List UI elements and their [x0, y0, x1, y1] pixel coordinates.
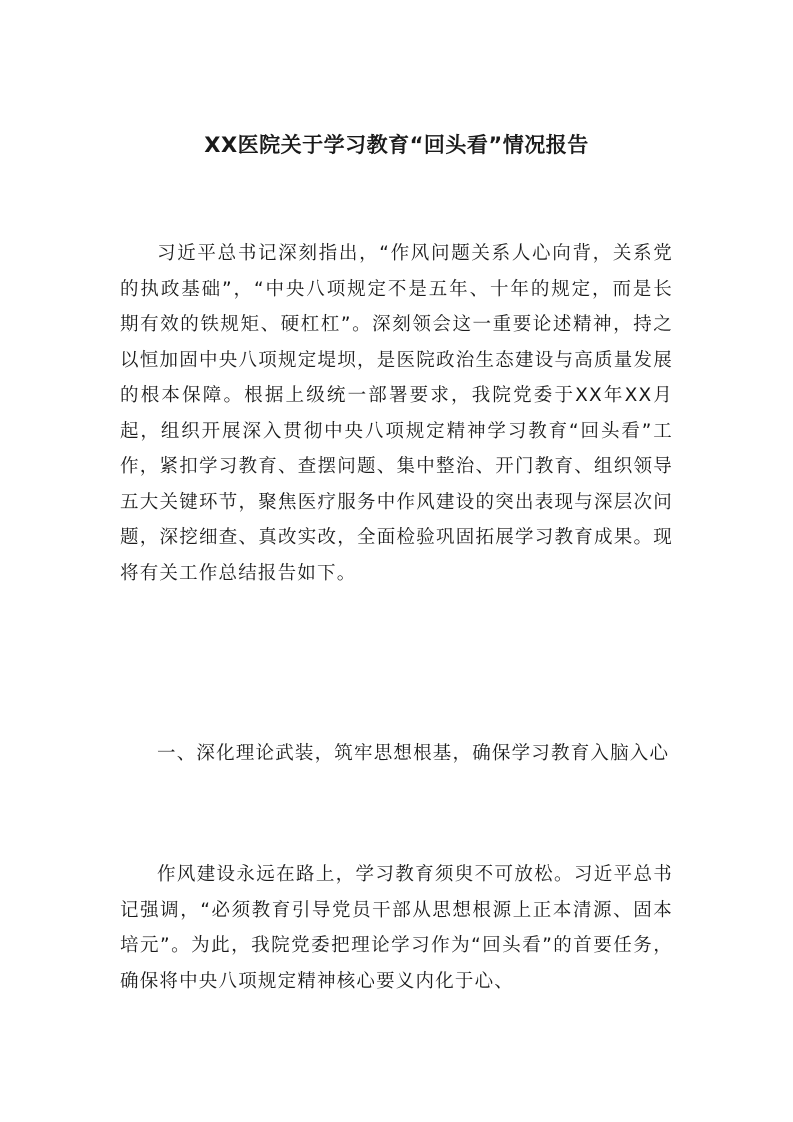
body-paragraph: 作风建设永远在路上，学习教育须臾不可放松。习近平总书记强调，“必须教育引导党员干部从思想根源上正本清源、固本培元”。为此，我院党委把理论学习作为“回头看”的首要任务，确保将中央八项规定精神核心要义内化于心、 [120, 864, 673, 992]
intro-paragraph: 习近平总书记深刻指出，“作风问题关系人心向背，关系党的执政基础”，“中央八项规定不是五年、十年的规定，而是长期有效的铁规矩、硬杠杠”。深刻领会这一重要论述精神，持之以恒加固中央八项规定堤坝，是医院政治生态建设与高质量发展的根本保障。根据上级统一部署要求，我院党委于XX年XX月起，组织开展深入贯彻中央八项规定精神学习教育“回头看”工作，紧扣学习教育、查摆问题、集中整治、开门教育、组织领导五大关键环节，聚焦医疗服务中作风建设的突出表现与深层次问题，深挖细查、真改实改，全面检验巩固拓展学习教育成果。现将有关工作总结报告如下。 [120, 243, 673, 584]
section-heading: 一、深化理论武装，筑牢思想根基，确保学习教育入脑入心 [157, 743, 670, 764]
document-title: XX医院关于学习教育“回头看”情况报告 [204, 133, 589, 157]
